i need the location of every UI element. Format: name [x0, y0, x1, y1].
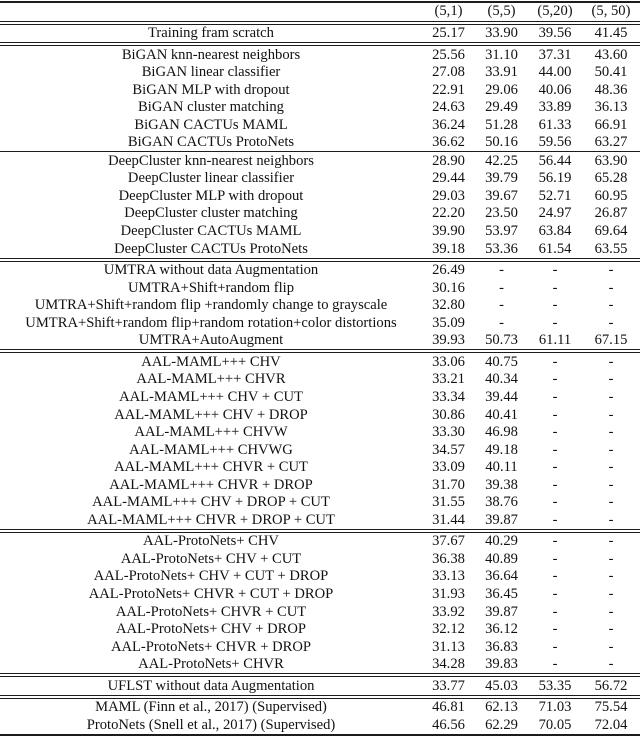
table-row [0, 187, 640, 205]
value-cell: 52.71 [538, 187, 572, 204]
value-cell: 33.21 [432, 371, 465, 388]
method-cell: AAL-MAML+++ CHV + DROP + CUT [92, 494, 330, 511]
table-row [0, 568, 640, 586]
table-row [0, 675, 640, 697]
table-row [0, 656, 640, 676]
method-cell: Training fram scratch [0, 23, 422, 45]
table-row [0, 99, 640, 117]
value-cell: - [552, 533, 558, 550]
value-cell: - [582, 656, 640, 676]
table-row [0, 170, 640, 188]
value-cell: - [608, 353, 614, 370]
value-cell: 29.06 [485, 81, 518, 98]
method-cell: DeepCluster MLP with dropout [118, 187, 304, 204]
value-cell: 30.86 [432, 406, 465, 423]
value-cell: 48.36 [594, 81, 628, 98]
value-cell: 31.55 [432, 494, 465, 511]
method-cell: UMTRA+Shift+random flip [127, 279, 295, 296]
value-cell: - [608, 441, 614, 458]
value-cell: 67.15 [582, 332, 640, 352]
value-cell: - [552, 262, 558, 279]
table-row [0, 64, 640, 82]
value-cell: - [608, 476, 614, 493]
value-cell: - [608, 297, 614, 314]
value-cell: - [528, 656, 582, 676]
value-cell: - [552, 568, 558, 585]
method-cell: BiGAN linear classifier [141, 64, 281, 81]
value-cell: - [608, 533, 614, 550]
value-cell: 42.25 [485, 152, 518, 169]
method-cell: AAL-MAML+++ CHV + CUT [119, 388, 303, 405]
table-row [0, 441, 640, 459]
method-cell: AAL-MAML+++ CHVR + DROP [109, 476, 313, 493]
value-cell: 34.28 [422, 656, 475, 676]
value-cell: 22.20 [432, 205, 465, 222]
value-cell: 22.91 [432, 81, 465, 98]
value-cell: 63.90 [594, 152, 628, 169]
value-cell: 50.16 [475, 134, 528, 152]
method-cell: AAL-ProtoNets+ CHV + CUT + DROP [93, 568, 329, 585]
value-cell: - [552, 371, 558, 388]
value-cell: 49.18 [485, 441, 518, 458]
value-cell: 25.17 [422, 23, 475, 45]
method-cell: BiGAN CACTUs ProtoNets [0, 134, 422, 152]
value-cell: 46.81 [432, 699, 465, 716]
value-cell: 31.44 [422, 511, 475, 531]
value-cell: 62.29 [485, 716, 518, 733]
table-row [0, 424, 640, 442]
value-cell: 26.49 [432, 262, 465, 279]
value-cell: 71.03 [538, 699, 572, 716]
value-cell: - [552, 459, 558, 476]
value-cell: - [552, 314, 558, 331]
method-cell: AAL-MAML+++ CHV + DROP [114, 406, 308, 423]
value-cell: 33.13 [432, 568, 465, 585]
value-cell: 30.16 [432, 279, 465, 296]
value-cell: 39.79 [485, 170, 518, 187]
value-cell: - [499, 297, 504, 314]
value-cell: 53.35 [528, 675, 582, 697]
value-cell: 40.75 [485, 353, 518, 370]
value-cell: - [552, 494, 558, 511]
value-cell: 37.67 [432, 533, 465, 550]
value-cell: - [608, 279, 614, 296]
value-cell: 27.08 [432, 64, 465, 81]
value-cell: - [552, 476, 558, 493]
value-cell: 36.83 [485, 638, 518, 655]
method-cell: AAL-MAML+++ CHVWG [129, 441, 293, 458]
value-cell: 39.93 [422, 332, 475, 352]
table-row [0, 638, 640, 656]
column-header: (5, 50) [582, 2, 640, 23]
header-row [0, 2, 640, 23]
value-cell: 75.54 [594, 699, 628, 716]
table-row [0, 116, 640, 134]
value-cell: - [552, 638, 558, 655]
value-cell: 36.12 [485, 621, 518, 638]
method-cell: AAL-MAML+++ CHVR [136, 371, 286, 388]
method-cell: DeepCluster linear classifier [127, 170, 295, 187]
value-cell: 59.56 [528, 134, 582, 152]
value-cell: - [552, 621, 558, 638]
method-cell: UMTRA+AutoAugment [0, 332, 422, 352]
table-row [0, 297, 640, 315]
method-cell: UMTRA+Shift+random flip +randomly change to grayscale [34, 297, 388, 314]
value-cell: - [608, 494, 614, 511]
method-cell: UFLST without data Augmentation [0, 675, 422, 697]
method-column-header [0, 2, 422, 23]
value-cell: 33.34 [432, 388, 465, 405]
method-cell: AAL-ProtoNets+ CHV [143, 533, 279, 550]
method-cell: UMTRA+Shift+random flip+random rotation+color distortions [25, 314, 397, 331]
value-cell: 61.33 [538, 116, 572, 133]
value-cell: 46.98 [485, 424, 518, 441]
value-cell: 61.54 [528, 240, 582, 260]
table-row [0, 81, 640, 99]
value-cell: 60.95 [594, 187, 628, 204]
table-row [0, 406, 640, 424]
column-header: (5,20) [528, 2, 582, 23]
method-cell: BiGAN knn-nearest neighbors [121, 46, 301, 63]
value-cell: 66.91 [594, 116, 628, 133]
value-cell: 39.87 [475, 511, 528, 531]
method-cell: DeepCluster cluster matching [124, 205, 298, 222]
table-row [0, 205, 640, 223]
value-cell: 25.56 [432, 46, 465, 63]
value-cell: - [552, 603, 558, 620]
results-table [0, 1, 640, 736]
method-cell: UMTRA without data Augmentation [103, 262, 319, 279]
value-cell: 70.05 [538, 716, 572, 733]
value-cell: - [608, 388, 614, 405]
table-row [0, 459, 640, 477]
table-row [0, 332, 640, 352]
value-cell: 50.41 [594, 64, 628, 81]
table-row [0, 134, 640, 152]
value-cell: 72.04 [594, 716, 628, 733]
value-cell: 41.45 [582, 23, 640, 45]
value-cell: 37.31 [538, 46, 572, 63]
value-cell: - [608, 406, 614, 423]
method-cell: BiGAN cluster matching [138, 99, 284, 116]
table-row [0, 23, 640, 45]
table-row [0, 44, 640, 64]
value-cell: - [608, 603, 614, 620]
value-cell: - [499, 314, 504, 331]
value-cell: 36.38 [432, 550, 465, 567]
method-cell: AAL-ProtoNets+ CHV + CUT [120, 550, 302, 567]
value-cell: 53.97 [485, 223, 518, 240]
value-cell: 31.93 [432, 585, 465, 602]
value-cell: 62.13 [485, 699, 518, 716]
value-cell: 45.03 [475, 675, 528, 697]
value-cell: - [552, 550, 558, 567]
value-cell: 36.13 [594, 99, 628, 116]
table-row [0, 314, 640, 332]
value-cell: - [608, 585, 614, 602]
value-cell: 33.30 [432, 424, 465, 441]
value-cell: - [608, 459, 614, 476]
value-cell: 24.97 [538, 205, 572, 222]
method-cell: DeepCluster CACTUs MAML [120, 223, 302, 240]
value-cell: 34.57 [432, 441, 465, 458]
value-cell: - [608, 550, 614, 567]
value-cell: - [552, 297, 558, 314]
table-row [0, 351, 640, 371]
value-cell: 31.13 [432, 638, 465, 655]
method-cell: AAL-ProtoNets+ CHVR + CUT + DROP [88, 585, 334, 602]
table-body [0, 23, 640, 735]
value-cell: 38.76 [485, 494, 518, 511]
value-cell: 65.28 [594, 170, 628, 187]
method-cell: AAL-ProtoNets+ CHV + DROP [115, 621, 307, 638]
table-row [0, 511, 640, 531]
value-cell: 50.73 [475, 332, 528, 352]
value-cell: - [582, 511, 640, 531]
value-cell: 39.67 [485, 187, 518, 204]
table-row [0, 279, 640, 297]
value-cell: 39.90 [432, 223, 465, 240]
value-cell: 39.87 [485, 603, 518, 620]
value-cell: - [552, 353, 558, 370]
column-header: (5,5) [475, 2, 528, 23]
value-cell: 36.62 [422, 134, 475, 152]
method-cell: BiGAN CACTUs MAML [134, 116, 288, 133]
method-cell: DeepCluster knn-nearest neighbors [108, 152, 314, 169]
value-cell: 36.45 [485, 585, 518, 602]
value-cell: 24.63 [432, 99, 465, 116]
value-cell: 44.00 [538, 64, 572, 81]
value-cell: - [608, 638, 614, 655]
column-header: (5,1) [422, 2, 475, 23]
value-cell: 40.41 [485, 406, 518, 423]
value-cell: - [499, 279, 504, 296]
value-cell: 39.56 [528, 23, 582, 45]
method-cell: DeepCluster CACTUs ProtoNets [0, 240, 422, 260]
table-row [0, 260, 640, 280]
value-cell: - [608, 568, 614, 585]
value-cell: - [608, 314, 614, 331]
table-header [0, 2, 640, 23]
method-cell: AAL-ProtoNets+ CHVR [0, 656, 422, 676]
value-cell: - [552, 279, 558, 296]
value-cell: - [528, 511, 582, 531]
value-cell: 33.89 [538, 99, 572, 116]
value-cell: - [552, 585, 558, 602]
value-cell: 56.19 [538, 170, 572, 187]
value-cell: 29.03 [432, 187, 465, 204]
value-cell: 29.44 [432, 170, 465, 187]
table-row [0, 152, 640, 170]
value-cell: 39.44 [485, 388, 518, 405]
value-cell: 39.38 [485, 476, 518, 493]
value-cell: 63.27 [582, 134, 640, 152]
value-cell: 40.29 [485, 533, 518, 550]
value-cell: 51.28 [485, 116, 518, 133]
value-cell: 56.72 [582, 675, 640, 697]
value-cell: - [552, 441, 558, 458]
value-cell: 33.90 [475, 23, 528, 45]
table-row [0, 223, 640, 241]
value-cell: 40.11 [485, 459, 518, 476]
method-cell: AAL-MAML+++ CHVR + DROP + CUT [0, 511, 422, 531]
method-cell: AAL-MAML+++ CHV [141, 353, 281, 370]
value-cell: 33.91 [485, 64, 518, 81]
value-cell: - [552, 388, 558, 405]
value-cell: 43.60 [594, 46, 628, 63]
value-cell: 40.89 [485, 550, 518, 567]
value-cell: 69.64 [594, 223, 628, 240]
value-cell: 32.80 [432, 297, 465, 314]
value-cell: 46.56 [432, 716, 465, 733]
table-row [0, 716, 640, 735]
value-cell: 28.90 [432, 152, 465, 169]
table-row [0, 621, 640, 639]
value-cell: - [552, 406, 558, 423]
table-row [0, 476, 640, 494]
method-cell: AAL-ProtoNets+ CHVR + DROP [110, 638, 312, 655]
value-cell: 56.44 [538, 152, 572, 169]
table-row [0, 388, 640, 406]
value-cell: - [608, 262, 614, 279]
value-cell: 29.49 [485, 99, 518, 116]
value-cell: 26.87 [594, 205, 628, 222]
value-cell: 36.64 [485, 568, 518, 585]
method-cell: AAL-MAML+++ CHVR + CUT [114, 459, 308, 476]
value-cell: - [552, 424, 558, 441]
value-cell: 39.83 [475, 656, 528, 676]
table-row [0, 531, 640, 551]
value-cell: 53.36 [475, 240, 528, 260]
table-row [0, 550, 640, 568]
value-cell: 40.06 [538, 81, 572, 98]
value-cell: 33.06 [432, 353, 465, 370]
value-cell: 33.92 [432, 603, 465, 620]
value-cell: 61.11 [528, 332, 582, 352]
value-cell: - [608, 621, 614, 638]
value-cell: 33.09 [432, 459, 465, 476]
value-cell: 32.12 [432, 621, 465, 638]
value-cell: - [608, 424, 614, 441]
value-cell: 36.24 [432, 116, 465, 133]
method-cell: MAML (Finn et al., 2017) (Supervised) [95, 699, 327, 716]
table-row [0, 603, 640, 621]
table-row [0, 371, 640, 389]
value-cell: - [608, 371, 614, 388]
value-cell: 31.70 [432, 476, 465, 493]
method-cell: ProtoNets (Snell et al., 2017) (Supervised) [86, 716, 336, 733]
value-cell: 39.18 [422, 240, 475, 260]
value-cell: 63.84 [538, 223, 572, 240]
method-cell: AAL-ProtoNets+ CHVR + CUT [115, 603, 307, 620]
table-row [0, 586, 640, 604]
value-cell: 35.09 [432, 314, 465, 331]
value-cell: 33.77 [422, 675, 475, 697]
method-cell: BiGAN MLP with dropout [132, 81, 290, 98]
table-row [0, 697, 640, 717]
value-cell: 23.50 [485, 205, 518, 222]
value-cell: 31.10 [485, 46, 518, 63]
table-row [0, 494, 640, 512]
value-cell: 40.34 [485, 371, 518, 388]
method-cell: AAL-MAML+++ CHVW [134, 424, 288, 441]
value-cell: 63.55 [582, 240, 640, 260]
table-row [0, 240, 640, 260]
value-cell: - [499, 262, 504, 279]
